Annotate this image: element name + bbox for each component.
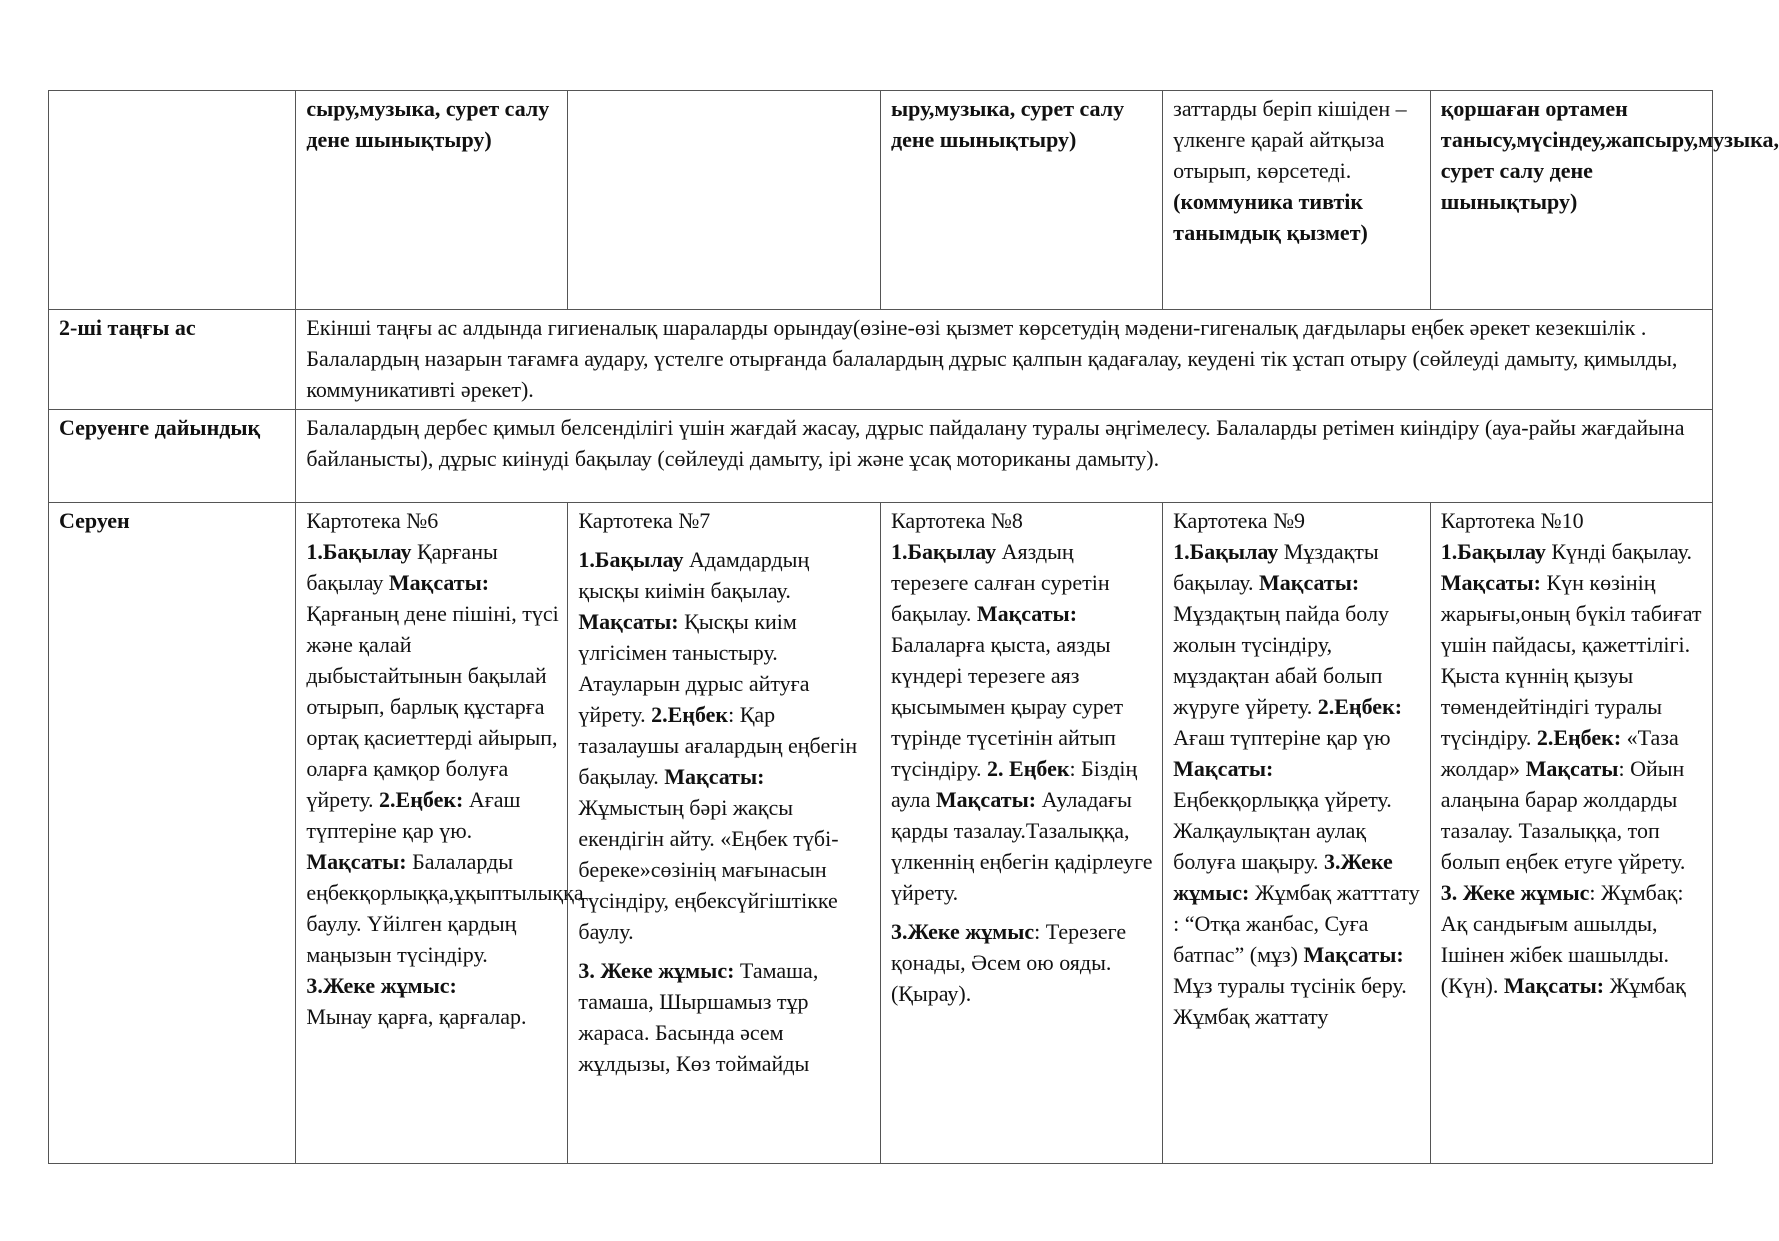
goal-heading: Мақсаты: [388,570,490,595]
observation-text: Мұздақты бақылау. [1173,539,1379,595]
spacer [578,536,872,544]
day4-cell [1163,91,1431,310]
individual-work-heading: 3. Жеке жұмыс [1440,880,1590,905]
observation-text: Қарғаны бақылау [306,539,498,595]
goal-heading: Мақсаты: [306,849,407,874]
card-number: Картотека №7 [578,508,711,533]
individual-work-text: Мынау қарға, қарғалар. [306,1004,527,1029]
card-number: Картотека №8 [890,508,1023,533]
individual-work-heading: 3.Жеке жұмыс: [306,973,457,998]
goal-text: Еңбекқорлыққа үйрету. Жалқаулықтан аулақ болуға шақыру. [1173,787,1392,874]
day5-activity-text: қоршаған ортамен танысу,мүсіндеу,жапсыру,музыка, сурет салу дене шынықтыру) [1440,96,1779,214]
observation-heading: 1.Бақылау [890,539,997,564]
day1-activity-text: сыру,музыка, сурет салу дене шынықтыру) [306,96,550,152]
goal-heading: Мақсаты [1525,756,1619,781]
goal-heading: Мақсаты: [664,764,765,789]
goal-text: Қарғаның дене пішіні, түсі және қалай дыбыстайтынын бақылай отырып, барлық құстарға ортақ қасиеттерді айырып, оларға қамқор болуға үйрету. [306,601,559,812]
observation-heading: 1.Бақылау [1173,539,1279,564]
work-text: Ағаш түптеріне қар үю. [306,787,521,843]
goal-heading: Мақсаты: [578,609,679,634]
day3-activity-text: ыру,музыка, сурет салу дене шынықтыру) [890,96,1125,152]
day4-activity-text: заттарды беріп кішіден – үлкенге қарай айтқыза отырып, көрсетеді. [1173,96,1407,183]
daily-plan-table [48,90,1779,1164]
goal-heading: Мақсаты: [1440,570,1541,595]
goal-text: Қысқы киім үлгісімен таныстыру. Атауларын дұрыс айтуға үйрету. [578,609,810,727]
goal-heading: Мақсаты: [1503,973,1605,998]
individual-work-heading: 3.Жеке жұмыс: [1173,849,1393,905]
goal-heading: Мақсаты: [1173,756,1274,781]
observation-heading: 1.Бақылау [578,547,684,572]
work-text: : Біздің аула [890,756,1138,812]
spacer [578,947,872,955]
day3-cell [880,91,1162,310]
individual-work-text: Тамаша, тамаша, Шыршамыз тұр жараса. Басында әсем жұлдызы, Көз тоймайды [578,958,819,1076]
work-text: : Қар тазалаушы ағалардың еңбегін бақылау. [578,702,858,789]
card-number: Картотека №9 [1173,508,1306,533]
goal-text: Күн көзінің жарығы,оның бүкіл табиғат үшін пайдасы, қажеттілігі. Қыста күннің қызуы төмендейтіндігі туралы түсіндіру. [1440,570,1702,750]
work-heading: 2.Еңбек: [1536,725,1622,750]
walk-label: Серуен [49,503,296,1164]
observation-heading: 1.Бақылау [1440,539,1546,564]
second-breakfast-label: 2-ші таңғы ас [49,310,296,410]
day1-cell [296,91,568,310]
table-row [49,310,1713,410]
individual-work-text: Жұмбақ жатттату : “Отқа жанбас, Суға батпас” (мұз) [1173,880,1420,967]
goal-text: Мұздақтың пайда болу жолын түсіндіру, мұздақтан абай болып жүруге үйрету. [1173,601,1389,719]
goal-heading: Мақсаты: [1303,942,1404,967]
goal-heading: Мақсаты: [935,787,1037,812]
individual-work-heading: 3.Жеке жұмыс [890,919,1035,944]
walk-day4-cell [1163,503,1431,1164]
work-heading: 2.Еңбек: [379,787,464,812]
day4-activity-type: (коммуника тивтік танымдық қызмет) [1173,189,1368,245]
individual-work-text: : Жұмбақ: Ақ сандығым ашылды, Ішінен жібек шашылды. (Күн). [1440,880,1684,998]
goal-heading: Мақсаты: [1259,570,1360,595]
work-text: «Таза жолдар» [1440,725,1679,781]
goal-text: Жұмыстың бәрі жақсы екендігін айту. «Еңбек түбі-береке»сөзінің мағынасын түсіндіру, еңбексүйгіштікке баулу. [578,795,839,944]
goal-text: : Ойын алаңына барар жолдарды тазалау. Тазалыққа, топ болып еңбек етуге үйрету. [1440,756,1686,874]
goal-text: Ауладағы қарды тазалау.Тазалыққа, үлкеннің еңбегін қадірлеуге үйрету. [890,787,1153,905]
day2-cell [568,91,881,310]
work-heading: 2.Еңбек: [1317,694,1403,719]
observation-text: Күнді бақылау. [1545,539,1692,564]
goal-text: Жұмбақ [1604,973,1686,998]
row-label-cell [49,91,296,310]
observation-text: Аяздың терезеге салған суретін бақылау. [890,539,1110,626]
work-heading: 2. Еңбек [987,756,1070,781]
table-row [49,410,1713,503]
goal-heading: Мақсаты: [976,601,1078,626]
individual-work-heading: 3. Жеке жұмыс: [578,958,735,983]
goal-text: Мұз туралы түсінік беру. Жұмбақ жаттату [1173,973,1407,1029]
walk-day5-cell [1430,503,1712,1164]
work-text: Ағаш түптеріне қар үю [1173,725,1391,750]
walk-day2-cell [568,503,881,1164]
walk-day3-cell [880,503,1162,1164]
spacer [891,908,1154,916]
work-heading: 2.Еңбек [651,702,729,727]
second-breakfast-text: Екінші таңғы ас алдында гигиеналық шараларды орындау(өзіне-өзі қызмет көрсетудің мәдени-гигеналық дағдылары еңбек әрекет кезекшілік . Балалардың назарын тағамға аудару, үстелге отырғанда балалардың дұрыс қалпын қадағалау, кеудені тік ұстап отыру (сөйлеуді дамыту, қимылды, коммуникативті әрекет). [296,310,1713,410]
walk-day1-cell [296,503,584,1164]
walk-prep-text: Балалардың дербес қимыл белсенділігі үшін жағдай жасау, дұрыс пайдалану туралы әңгімелесу. Балаларды ретімен киіндіру (ауа-райы жағдайына байланысты), дұрыс киінуді бақылау (сөйлеуді дамыту, ірі және ұсақ моториканы дамыту). [296,410,1713,503]
table-row [49,503,1713,1164]
goal-text: Балаларға қыста, аязды күндері терезеге аяз қысымымен қырау сурет түрінде түсетінін айтып түсіндіру. [890,632,1124,781]
observation-text: Адамдардың қысқы киімін бақылау. [578,547,810,603]
observation-heading: 1.Бақылау [306,539,412,564]
card-number: Картотека №10 [1440,508,1584,533]
goal-text: Балаларды еңбекқорлыққа,ұқыптылыққа баулу. Үйілген қардың маңызын түсіндіру. [306,849,584,967]
day5-cell [1430,91,1779,310]
walk-prep-label: Серуенге дайындық [49,410,296,503]
individual-work-text: : Терезеге қонады, Әсем ою ояды. (Қырау). [890,919,1127,1006]
table-row [49,91,1713,310]
card-number: Картотека №6 [306,508,439,533]
